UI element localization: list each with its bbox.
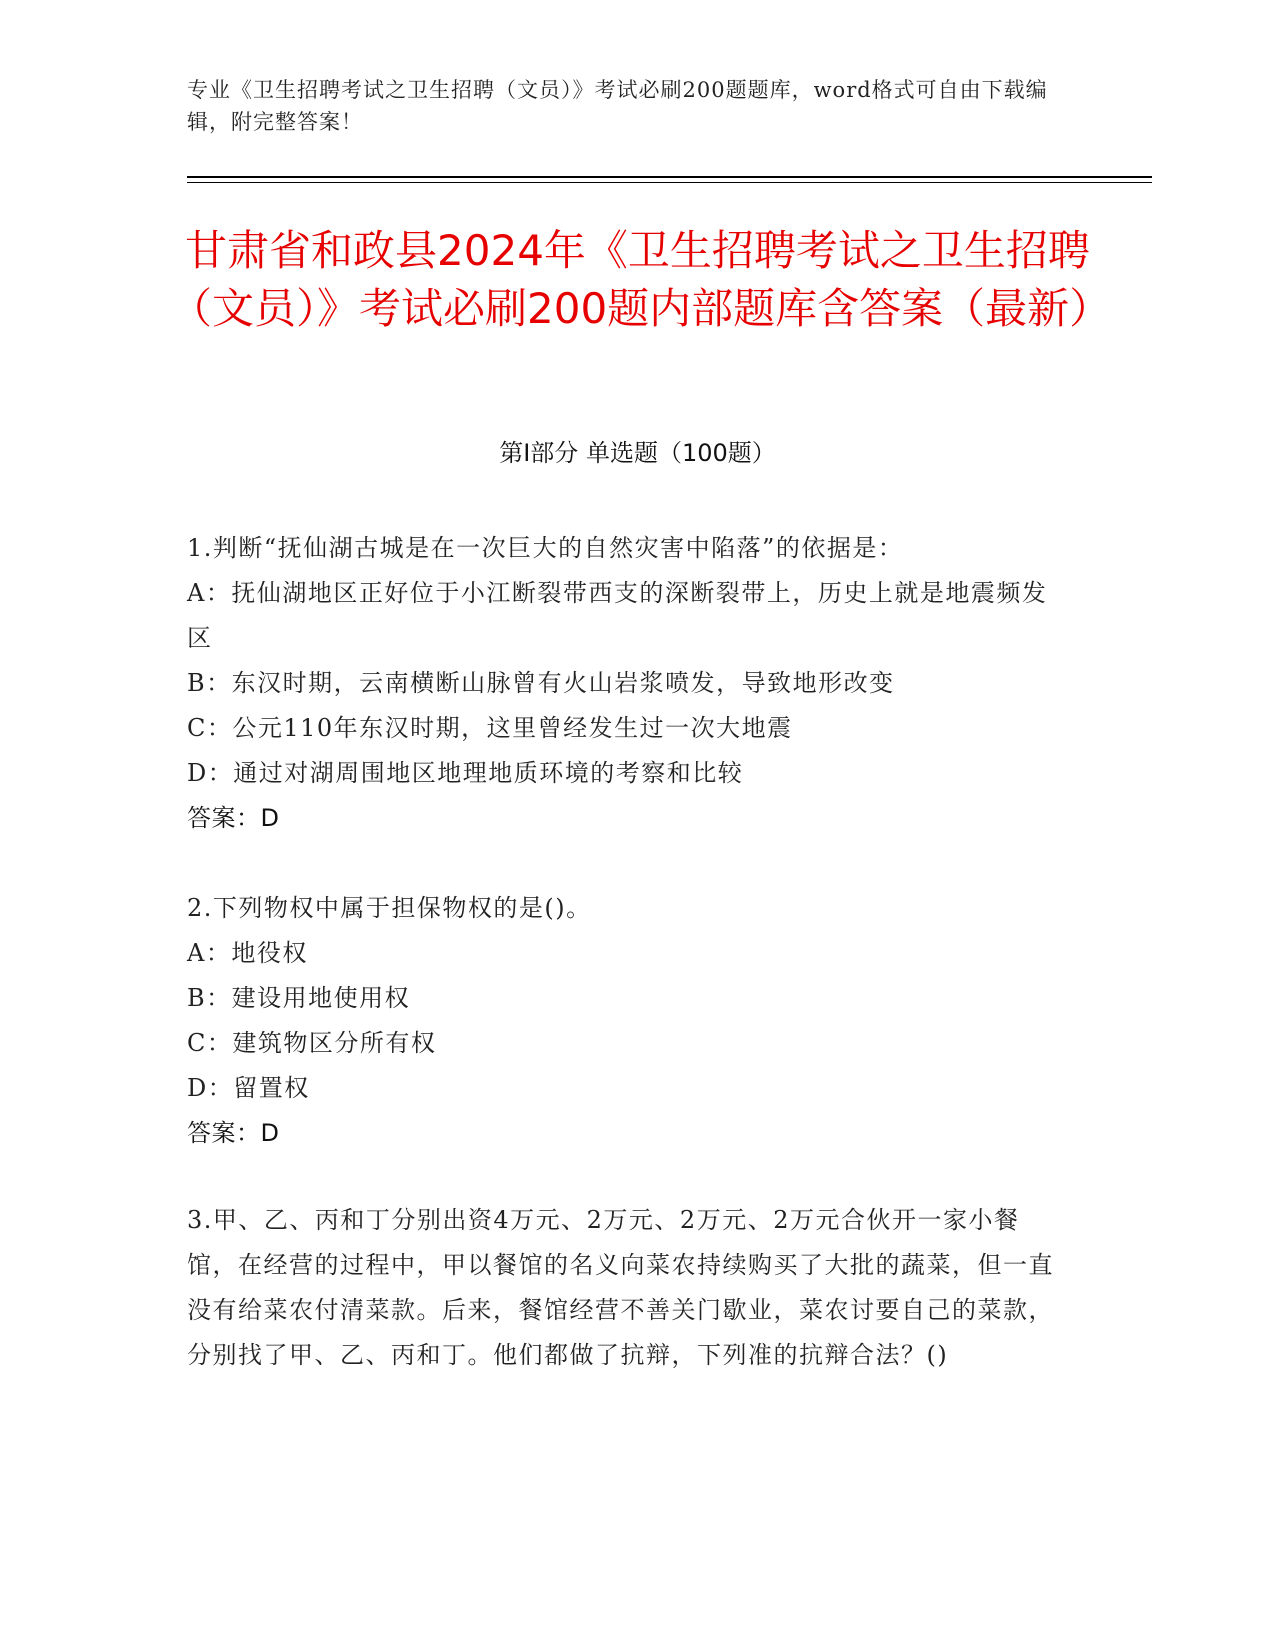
header-note: 专业《卫生招聘考试之卫生招聘（文员）》考试必刷200题题库，word格式可自由下载编辑，附完整答案！ xyxy=(187,78,1048,134)
option-a: A：抚仙湖地区正好位于小江断裂带西支的深断裂带上，历史上就是地震频发区 xyxy=(187,579,1048,652)
answer-line: 答案：D xyxy=(187,1119,280,1147)
question-stem: 3.甲、乙、丙和丁分别出资4万元、2万元、2万元、2万元合伙开一家小餐馆，在经营的过程中，甲以餐馆的名义向菜农持续购买了大批的蔬菜，但一直没有给菜农付清菜款。后来，餐馆经营不善关门歇业，菜农讨要自己的菜款，分别找了甲、乙、丙和丁。他们都做了抗辩，下列准的抗辩合法？() xyxy=(187,1206,1054,1369)
question-3 xyxy=(187,1198,1067,1378)
answer-line: 答案：D xyxy=(187,804,280,832)
question-stem: 2.下列物权中属于担保物权的是()。 xyxy=(187,894,592,922)
header-divider-thick xyxy=(187,176,1152,178)
question-2 xyxy=(187,886,1067,1156)
question-stem: 1.判断“抚仙湖古城是在一次巨大的自然灾害中陷落”的依据是： xyxy=(187,534,904,562)
option-a: A：地役权 xyxy=(187,939,308,967)
option-b: B：建设用地使用权 xyxy=(187,984,411,1012)
question-1 xyxy=(187,526,1067,841)
option-d: D：留置权 xyxy=(187,1074,310,1102)
document-title: 甘肃省和政县2024年《卫生招聘考试之卫生招聘（文员）》考试必刷200题内部题库含答案（最新） xyxy=(170,226,1112,333)
option-c: C：公元110年东汉时期，这里曾经发生过一次大地震 xyxy=(187,714,793,742)
header-divider-thin xyxy=(187,182,1152,183)
option-d: D：通过对湖周围地区地理地质环境的考察和比较 xyxy=(187,759,744,787)
section-heading: 第Ⅰ部分 单选题（100题） xyxy=(499,439,776,467)
option-c: C：建筑物区分所有权 xyxy=(187,1029,437,1057)
option-b: B：东汉时期，云南横断山脉曾有火山岩浆喷发，导致地形改变 xyxy=(187,669,895,697)
